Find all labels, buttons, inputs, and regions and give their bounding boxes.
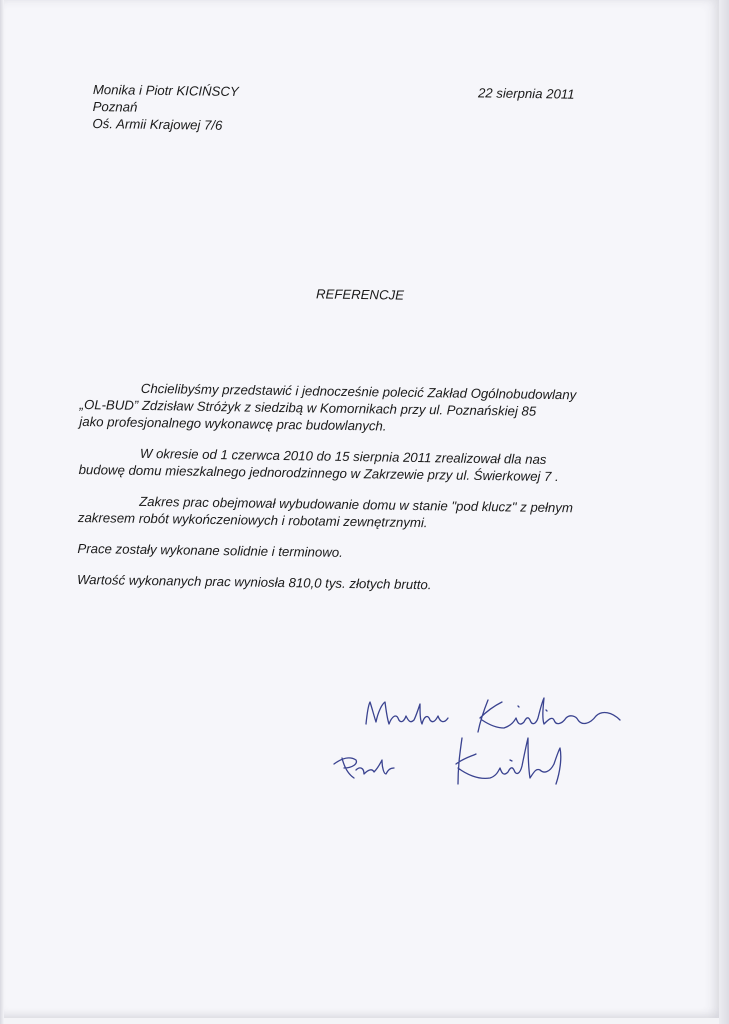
signature-drawing xyxy=(330,680,650,820)
scan-edge-right xyxy=(719,0,729,1024)
sender-street: Oś. Armii Krajowej 7/6 xyxy=(92,115,223,133)
paragraph-3-line-1: Zakres prac obejmował wybudowanie domu w stanie "pod klucz" z pełnym xyxy=(139,493,574,516)
paragraph-1-line-2: „OL-BUD” Zdzisław Stróżyk z siedzibą w Komornikach przy ul. Poznańskiej 85 xyxy=(79,396,537,419)
letter-date: 22 sierpnia 2011 xyxy=(477,85,575,102)
paragraph-1-line-1: Chcielibyśmy przedstawić i jednocześnie polecić Zakład Ogólnobudowlany xyxy=(140,380,577,403)
sender-name: Monika i Piotr KICIŃSCY xyxy=(92,81,239,100)
sender-city: Poznań xyxy=(92,98,138,115)
sender-address-block xyxy=(92,81,239,134)
paragraph-2-line-1: W okresie od 1 czerwca 2010 do 15 sierpnia 2011 zrealizował dla nas xyxy=(139,445,547,467)
paragraph-1-line-3: jako profesjonalnego wykonawcę prac budowlanych. xyxy=(79,413,387,434)
handwritten-signatures xyxy=(330,680,650,820)
letter-body xyxy=(77,379,640,596)
paragraph-5: Wartość wykonanych prac wyniosła 810,0 tys. złotych brutto. xyxy=(76,571,432,593)
letter-title: REFERENCJE xyxy=(315,286,405,303)
scan-edge-left xyxy=(0,0,4,1024)
paragraph-4: Prace zostały wykonane solidnie i terminowo. xyxy=(77,540,343,560)
paragraph-3-line-2: zakresem robót wykończeniowych i robotami zewnętrznymi. xyxy=(77,509,428,531)
paragraph-2-line-2: budowę domu mieszkalnego jednorodzinnego w Zakrzewie przy ul. Świerkowej 7 . xyxy=(78,461,559,485)
